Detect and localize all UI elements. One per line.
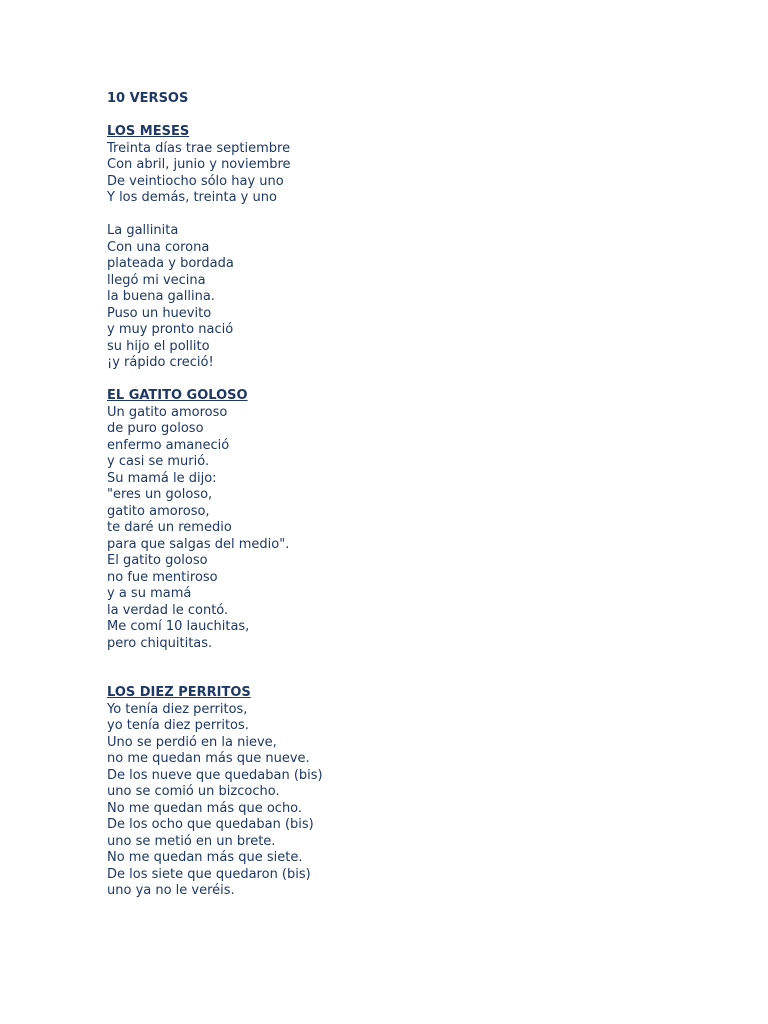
verse-line: No me quedan más que siete.	[107, 850, 303, 865]
spacer	[107, 652, 727, 685]
poem-la-gallinita	[107, 223, 727, 372]
verse-line: Un gatito amoroso	[107, 404, 228, 420]
verse-line: uno ya no le veréis.	[107, 883, 235, 898]
poem-el-gatito-goloso	[107, 388, 727, 652]
verse-line: la buena gallina.	[107, 289, 215, 304]
verse-line: enfermo amaneció	[107, 437, 230, 453]
verse-line: Con abril, junio y noviembre	[107, 157, 291, 172]
document-title: 10 VERSOS	[107, 91, 189, 106]
verse-line: "eres un goloso,	[107, 487, 213, 502]
verse-line: Uno se perdió en la nieve,	[107, 734, 277, 750]
verse-line: su hijo el pollito	[107, 338, 210, 354]
poem-heading: LOS DIEZ PERRITOS	[107, 685, 251, 700]
verse-line: no me quedan más que nueve.	[107, 751, 310, 766]
verse-line: Treinta días trae septiembre	[107, 140, 291, 156]
verse-line: y casi se murió.	[107, 454, 210, 469]
verse-line: ¡y rápido creció!	[107, 355, 214, 370]
verse-line: De veintiocho sólo hay uno	[107, 173, 284, 189]
verse-line: uno se metió en un brete.	[107, 833, 276, 849]
spacer	[107, 207, 727, 224]
verse-line: La gallinita	[107, 223, 179, 238]
poem-heading: EL GATITO GOLOSO	[107, 388, 248, 403]
poem-los-diez-perritos	[107, 685, 727, 900]
verse-line: yo tenía diez perritos.	[107, 718, 249, 733]
verse-line: y a su mamá	[107, 586, 192, 601]
verse-line: Yo tenía diez perritos,	[107, 701, 248, 717]
poem-heading: LOS MESES	[107, 124, 190, 139]
spacer	[107, 108, 727, 125]
spacer	[107, 372, 727, 389]
verse-line: llegó mi vecina	[107, 272, 206, 288]
verse-line: y muy pronto nació	[107, 322, 234, 337]
verse-line: no fue mentiroso	[107, 569, 218, 585]
verse-line: Y los demás, treinta y uno	[107, 190, 277, 205]
verse-line: Su mamá le dijo:	[107, 470, 217, 486]
verse-line: De los ocho que quedaban (bis)	[107, 817, 314, 832]
verse-line: plateada y bordada	[107, 256, 234, 271]
verse-line: De los siete que quedaron (bis)	[107, 866, 311, 882]
document-page	[107, 91, 727, 900]
verse-line: uno se comió un bizcocho.	[107, 784, 280, 799]
verse-line: De los nueve que quedaban (bis)	[107, 767, 323, 783]
verse-line: Puso un huevito	[107, 305, 212, 321]
verse-line: para que salgas del medio".	[107, 536, 290, 552]
verse-line: Con una corona	[107, 239, 210, 255]
verse-line: pero chiquititas.	[107, 635, 213, 651]
verse-line: la verdad le contó.	[107, 602, 229, 618]
poem-los-meses	[107, 124, 727, 207]
verse-line: El gatito goloso	[107, 553, 208, 568]
verse-line: de puro goloso	[107, 421, 204, 436]
verse-line: No me quedan más que ocho.	[107, 800, 303, 816]
verse-line: Me comí 10 lauchitas,	[107, 619, 250, 634]
verse-line: gatito amoroso,	[107, 503, 210, 519]
verse-line: te daré un remedio	[107, 520, 232, 535]
